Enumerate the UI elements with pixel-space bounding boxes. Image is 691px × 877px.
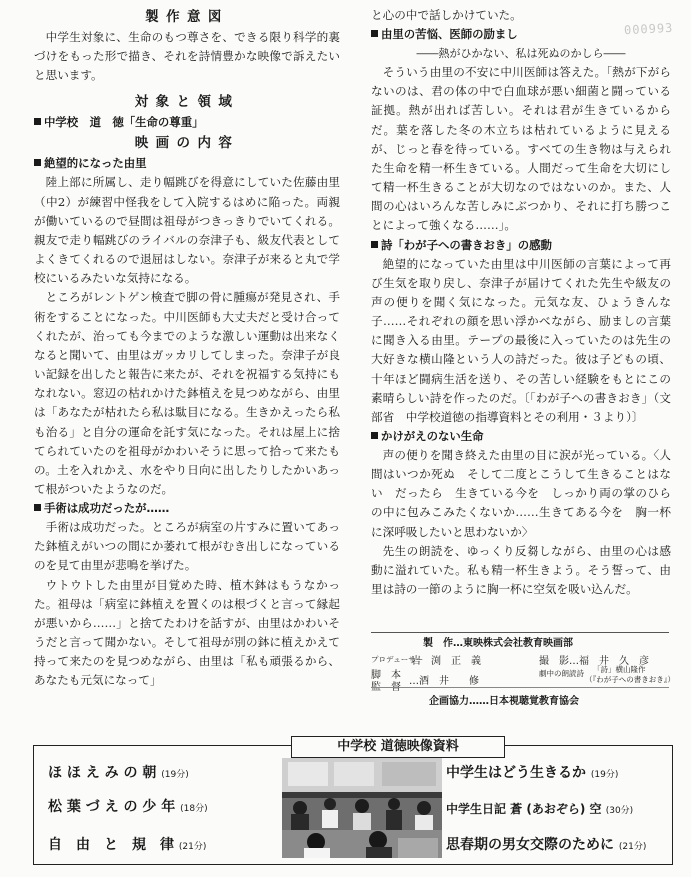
paragraph: と心の中で話しかけていた。: [371, 8, 522, 22]
paragraph: 先生の朗読を、ゆっくり反芻しながら、由里の心は感動に溢れていた。私も精一杯生きよう。そう誓って、由里は詩の一節のように胸一杯に空気を吸い込んだ。: [371, 543, 671, 597]
content-heading: 映画の内容: [134, 135, 240, 152]
film-list-box: [33, 739, 673, 865]
paragraph: ところがレントゲン検査で脚の骨に腫瘍が発見され、手術をすることになった。中川医師も大丈夫だと受け合ってくれたが、治っても今までのような激しい運動は出来なくなると聞いて、由里はガッカリしてしまった。奈津子が良い記録を出したと報告に来たが、それを祝福する気持にもなれない。窓辺の枯れかけた鉢植えを見つめながら、由里は「あなたが枯れたら私は駄目になる。生きかえったら私も治る」と自分の運命を託す気になった。それは屋上に捨てられていたのを祖母がかわいそうに思って拾って来たもの。土を入れかえ、水をやり日向に出したりしたかいあって根がついたようなのだ。: [34, 290, 340, 496]
intent-heading: 製作意図: [145, 9, 229, 25]
film-item: 松 葉 づ え の 少 年 (18分): [48, 799, 208, 815]
film-item: ほ ほ え み の 朝 (19分): [48, 765, 189, 781]
box-title: 中学校 道徳映像資料: [291, 736, 505, 758]
writer-director-name: …酒 井 修: [409, 676, 479, 687]
camera-credit: 撮 影…福 井 久 彦: [539, 656, 649, 667]
section-title: 由里の苦悩、医師の励まし: [371, 25, 671, 44]
paragraph: 陸上部に所属し、走り幅跳びを得意にしていた佐藤由里（中2）が練習中怪我をして入院するはめに陥った。両親が働いているので昼間は祖母がつきっきりでいてくれる。親友で走り幅跳びのライバルの奈津子も、級友代表としてよくきてくれるので退屈はしない。奈津子が来ると丸で学校にいるみたいな気持になる。: [34, 175, 340, 286]
poem-note: 「詩」横山隆作: [593, 665, 646, 674]
divider: [371, 687, 669, 688]
film-item: 中学生はどう生きるか (19分): [446, 765, 619, 781]
right-column: [371, 6, 674, 599]
section-title: かけがえのない生命: [371, 427, 671, 446]
poem-note: （『わが子への書きおき』）: [585, 675, 675, 684]
section-subtitle: ――熱がひかない、私は死ぬのかしら――: [416, 47, 626, 61]
poem-source: 劇中の朗読詩: [539, 669, 584, 678]
producer-name: 岩 渕 正 義: [411, 656, 481, 667]
paragraph: そういう由里の不安に中川医師は答えた。「熱が下がらないのは、君の体の中で白血球が悪い細菌と闘っている証拠。熱が出れば苦しい。それは君が生きているからだ。葉を落した冬の木立ちは枯れているように見えるが、じっと春を待っている。すべての生き物は与えられた生命を精一杯生きている。人間だって生命を大切にして精一杯生きることが大切なのではないのか。また、人間の心はいろんな苦しみにぶつかり、それに打ち勝つことによって強くなる……」。: [371, 65, 671, 233]
producer-label: プロデューサー: [371, 655, 424, 664]
section-title: 絶望的になった由里: [34, 154, 340, 173]
film-item: 思春期の男女交際のために (21分): [446, 837, 647, 853]
film-item: 自 由 と 規 律 (21分): [48, 837, 207, 853]
writer-label: 脚 本: [371, 670, 401, 681]
left-column: [34, 6, 340, 691]
film-item: 中学生日記 蒼 (あおぞら) 空 (30分): [446, 802, 634, 816]
paragraph: 手術は成功だった。ところが病室の片すみに置いてあった鉢植えがいつの間にか萎れて根がむき出しになっているのを見て由里が悲鳴を挙げた。: [34, 520, 340, 573]
cooperation-credit: 企画協力……日本視聴覚教育協会: [429, 696, 579, 707]
section-title: 手術は成功だったが……: [34, 499, 340, 518]
target-line: 中学校 道 徳「生命の尊重」: [34, 113, 340, 132]
paragraph: 声の便りを聞き終えた由里の目に涙が光っている。〈人間はいつか死ぬ そして二度とこうして生きることはない だったら 生きている今を しっかり両の掌のひらの中に包みこみたくないか……生きてある今を 胸一杯に深呼吸したいと思わないか〉: [371, 447, 671, 539]
classroom-photo: [282, 758, 442, 858]
paragraph: ウトウトした由里が目覚めた時、植木鉢はもうなかった。祖母は「病室に鉢植えを置くのは根づくと言って縁起が悪いから……」と捨てたわけを話すが、由里はかわいそうだと言って聞かない。そして祖母が別の鉢に植えかえて持って来たのを見つめながら、由里は「私も頑張るから、あなたも元気になって」: [34, 577, 340, 688]
serial-stamp: 000993: [623, 20, 674, 38]
production-credit: 製 作…東映株式会社教育映画部: [423, 638, 573, 649]
director-label: [371, 678, 401, 693]
intent-text: 中学生対象に、生命のもつ尊さを、できる限り科学的裏づけをもった形で描き、それを詩情豊かな映像で訴えたいと思います。: [34, 30, 340, 83]
target-heading: 対象と領域: [134, 94, 240, 111]
paragraph: 絶望的になっていた由里は中川医師の言葉によって再び生気を取り戻し、奈津子が届けてくれた先生や級友の声の便りを聞く気になった。元気な友、ひょうきんな子……それぞれの顔を思い浮かべながら、励ましの言葉に聞き入る由里。テープの最後に入っていたのは先生の大好きな横山隆という人の詩だった。彼は子どもの頃、十年ほど闘病生活を送り、その苦しい経験をもとにこの素晴らしい詩を作ったのだ。〔「わが子への書きおき」（文部省 中学校道徳の指導資料とその利用・３より）〕: [371, 256, 672, 424]
section-title: 詩「わが子への書きおき」の感動: [371, 236, 671, 255]
divider: [371, 632, 669, 633]
